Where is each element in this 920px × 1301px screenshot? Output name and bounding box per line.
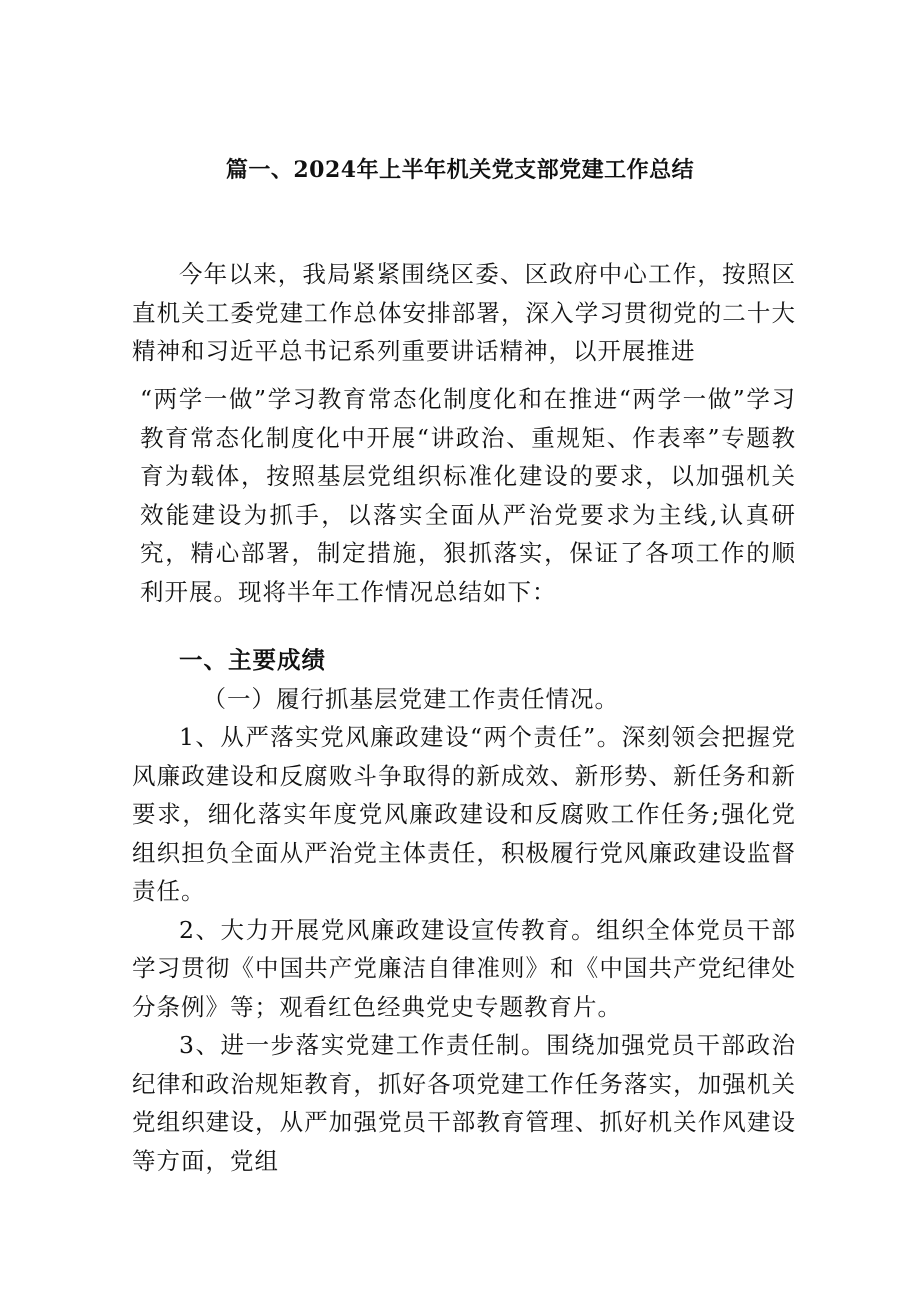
document-title: 篇一、2024年上半年机关党支部党建工作总结: [225, 157, 695, 183]
intro-block-1: [132, 255, 796, 371]
section-heading: 一、主要成绩: [179, 646, 326, 674]
intro-paragraph-1: 今年以来，我局紧紧围绕区委、区政府中心工作，按照区直机关工委党建工作总体安排部署，深入学习贯彻党的二十大精神和习近平总书记系列重要讲话精神，以开展推进: [132, 260, 796, 365]
intro-paragraph-2: “两学一做”学习教育常态化制度化和在推进“两学一做”学习教育常态化制度化中开展“讲政治、重规矩、作表率”专题教育为载体，按照基层党组织标准化建设的要求，以加强机关效能建设为抓手，以落实全面从严治党要求为主线,认真研究，精心部署，制定措施，狠抓落实，保证了各项工作的顺利开展。现将半年工作情况总结如下：: [140, 385, 796, 606]
intro-block-2: [140, 380, 796, 611]
subsection-heading: （一）履行抓基层党建工作责任情况。: [202, 684, 619, 713]
list-item: 3、进一步落实党建工作责任制。围绕加强党员干部政治纪律和政治规矩教育，抓好各项党建工作任务落实，加强机关党组织建设，从严加强党员干部教育管理、抓好机关作风建设等方面，党组: [132, 1031, 796, 1175]
main-content: [132, 641, 796, 1180]
list-item: 2、大力开展党风廉政建设宣传教育。组织全体党员干部学习贯彻《中国共产党廉洁自律准则》和《中国共产党纪律处分条例》等；观看红色经典党史专题教育片。: [132, 915, 796, 1021]
list-item: 1、从严落实党风廉政建设“两个责任”。深刻领会把握党风廉政建设和反腐败斗争取得的新成效、新形势、新任务和新要求，细化落实年度党风廉政建设和反腐败工作任务;强化党组织担负全面从严治党主体责任，积极履行党风廉政建设监督责任。: [132, 723, 796, 905]
